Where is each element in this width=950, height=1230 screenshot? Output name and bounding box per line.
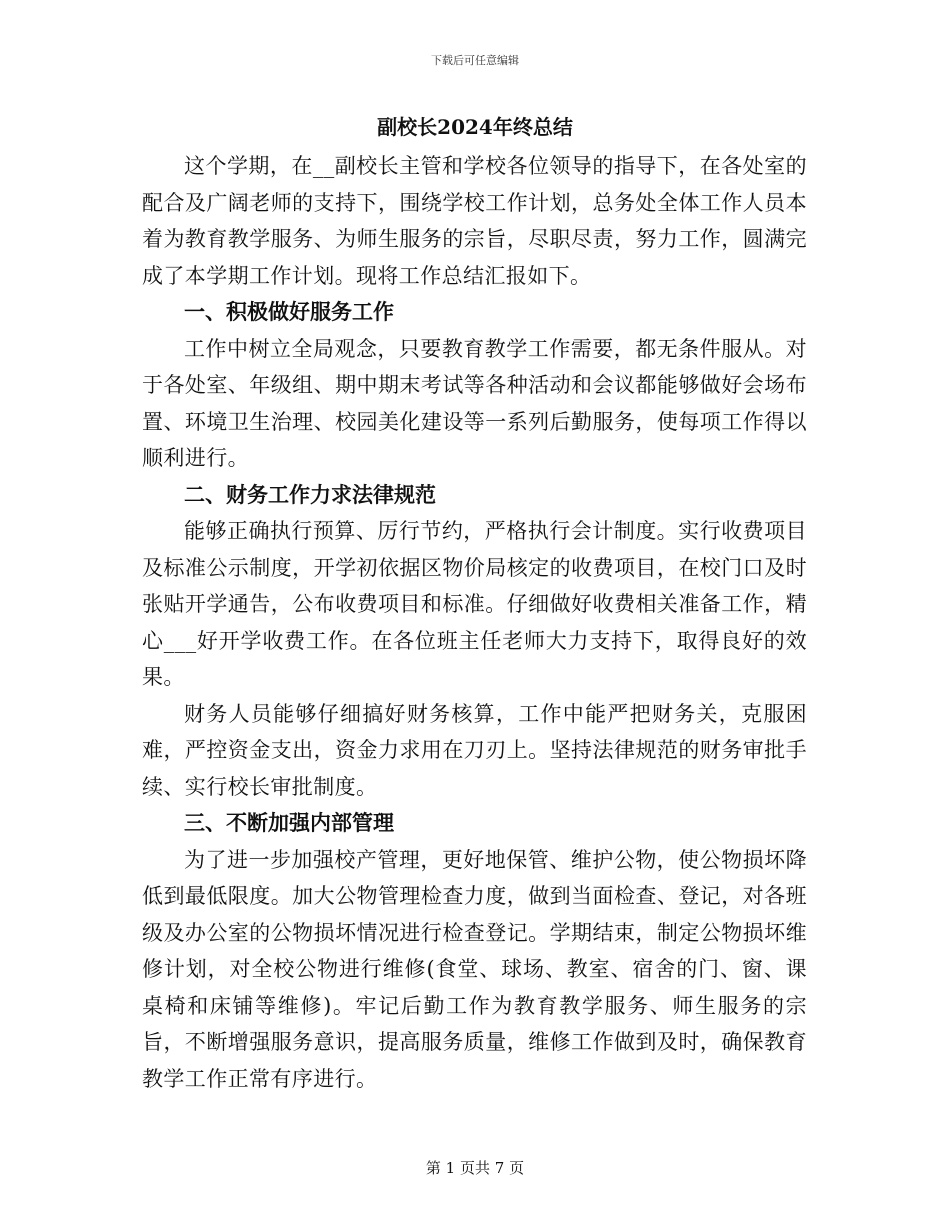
page-footer: 第 1 页共 7 页 [425,1159,525,1177]
section-3-paragraph-1: 为了进一步加强校产管理，更好地保管、维护公物，使公物损坏降低到最低限度。加大公物管理检查力度，做到当面检查、登记，对各班级及办公室的公物损坏情况进行检查登记。学期结束，制定公物损坏维修计划，对全校公物进行维修(食堂、球场、教室、宿舍的门、窗、课桌椅和床铺等维修)。牢记后勤工作为教育教学服务、师生服务的宗旨，不断增强服务意识，提高服务质量，维修工作做到及时，确保教育教学工作正常有序进行。 [142,847,807,1091]
section-2-paragraph-1: 能够正确执行预算、厉行节约，严格执行会计制度。实行收费项目及标准公示制度，开学初依据区物价局核定的收费项目，在校门口及时张贴开学通告，公布收费项目和标准。仔细做好收费相关准备工作，精心___好开学收费工作。在各位班主任老师大力支持下，取得良好的效果。 [142,519,807,689]
section-3-heading: 三、不断加强内部管理 [184,811,394,835]
page-header: 下载后可任意编辑 [431,54,519,67]
section-1-paragraph-1: 工作中树立全局观念，只要教育教学工作需要，都无条件服从。对于各处室、年级组、期中期末考试等各种活动和会议都能够做好会场布置、环境卫生治理、校园美化建设等一系列后勤服务，使每项工作得以顺利进行。 [142,336,807,470]
section-1-heading: 一、积极做好服务工作 [184,300,394,324]
document-body [142,148,807,1097]
document-title: 副校长2024年终总结 [377,115,573,139]
section-2-paragraph-2: 财务人员能够仔细搞好财务核算，工作中能严把财务关，克服困难，严控资金支出，资金力求用在刀刃上。坚持法律规范的财务审批手续、实行校长审批制度。 [142,701,807,799]
intro-paragraph: 这个学期，在__副校长主管和学校各位领导的指导下，在各处室的配合及广阔老师的支持下，围绕学校工作计划，总务处全体工作人员本着为教育教学服务、为师生服务的宗旨，尽职尽责，努力工作，圆满完成了本学期工作计划。现将工作总结汇报如下。 [142,154,807,288]
section-2-heading: 二、财务工作力求法律规范 [184,482,436,507]
